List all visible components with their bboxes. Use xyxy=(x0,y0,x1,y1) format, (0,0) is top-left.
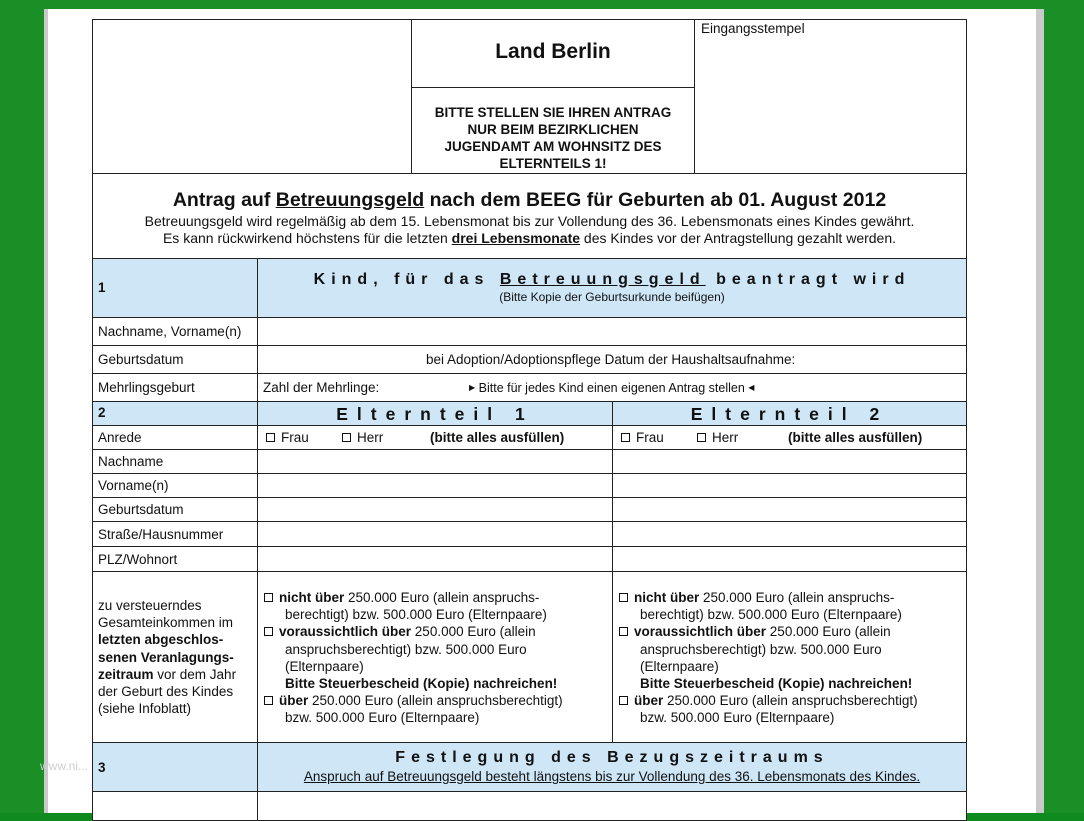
parent-2-header xyxy=(612,401,967,426)
firstname-label-cell xyxy=(92,473,258,498)
income-label-line: (siehe Infoblatt) xyxy=(98,701,192,717)
notice-line: ELTERNTEILS 1! xyxy=(499,156,607,171)
notice-box xyxy=(411,87,695,174)
form-title xyxy=(93,189,966,212)
section-3-number-cell xyxy=(92,742,258,792)
parent-1-firstname-field[interactable] xyxy=(257,473,613,498)
income-label-line: Gesamteinkommen im xyxy=(98,615,234,631)
option-text: bzw. 500.000 Euro (Elternpaare) xyxy=(285,710,480,726)
parent-2-title: Elternteil 2 xyxy=(690,404,889,424)
fill-all-note: (bitte alles ausfüllen) xyxy=(430,430,565,445)
parent-1-header xyxy=(257,401,613,426)
title-keyword: Betreuungsgeld xyxy=(275,189,425,211)
checkbox-icon[interactable] xyxy=(264,593,273,602)
income-option-expected-over[interactable] xyxy=(264,623,563,640)
parent-1-frau[interactable] xyxy=(266,430,309,445)
section-1-title-part: Kind, für das xyxy=(313,271,500,288)
parent-1-street-field[interactable] xyxy=(257,521,613,547)
section-1-title-keyword: Betreuungsgeld xyxy=(499,271,706,288)
child-birth-label: Geburtsdatum xyxy=(98,352,184,367)
option-note: Bitte Steuerbescheid (Kopie) nachreichen! xyxy=(640,676,913,692)
parent-1-income xyxy=(257,571,613,743)
child-birth-label-cell xyxy=(92,345,258,374)
lastname-label: Nachname xyxy=(98,454,164,469)
child-name-label: Nachname, Vorname(n) xyxy=(98,324,242,339)
multi-field[interactable] xyxy=(257,373,967,402)
parent-1-birthdate-field[interactable] xyxy=(257,497,613,522)
income-label xyxy=(98,597,236,717)
land-box xyxy=(411,19,695,88)
section-3-sub: Anspruch auf Betreuungsgeld besteht längstens bis zur Vollendung des 36. Lebensmonats des Kindes. xyxy=(303,769,921,784)
parent-2-city-field[interactable] xyxy=(612,546,967,572)
checkbox-icon[interactable] xyxy=(621,433,630,442)
parent-1-salutation xyxy=(257,425,613,450)
adoption-label: bei Adoption/Adoptionspflege Datum der Haushaltsaufnahme: xyxy=(426,352,796,367)
section-1-number: 1 xyxy=(98,280,106,295)
income-label-line: senen Veranlagungs- xyxy=(98,649,234,665)
parent-2-street-field[interactable] xyxy=(612,521,967,547)
frau-label: Frau xyxy=(636,430,664,445)
parent-1-lastname-field[interactable] xyxy=(257,449,613,474)
city-label-cell xyxy=(92,546,258,572)
option-text: bzw. 500.000 Euro (Elternpaare) xyxy=(640,710,835,726)
option-text: 250.000 Euro (allein anspruchsberechtigt) xyxy=(308,693,563,709)
logo-area xyxy=(92,19,412,174)
street-label-cell xyxy=(92,521,258,547)
checkbox-icon[interactable] xyxy=(342,433,351,442)
notice-line: JUGENDAMT AM WOHNSITZ DES xyxy=(444,139,662,154)
herr-label: Herr xyxy=(712,430,739,445)
checkbox-icon[interactable] xyxy=(264,627,273,636)
section-3-number: 3 xyxy=(98,760,106,775)
title-line2-part: des Kindes vor der Antragstellung gezahlt werden. xyxy=(580,230,897,246)
watermark-text: www.ni... xyxy=(40,759,89,773)
option-note: Bitte Steuerbescheid (Kopie) nachreichen! xyxy=(285,676,558,692)
income-option-not-over[interactable] xyxy=(264,589,563,606)
multi-count-label: Zahl der Mehrlinge: xyxy=(263,380,380,395)
parent-1-herr[interactable] xyxy=(342,430,383,445)
checkbox-icon[interactable] xyxy=(619,593,628,602)
section-1-header xyxy=(257,258,967,318)
parent-1-title: Elternteil 1 xyxy=(336,404,534,424)
salutation-label-cell xyxy=(92,425,258,450)
option-text: 250.000 Euro (allein xyxy=(411,624,536,640)
multi-label: Mehrlingsgeburt xyxy=(98,380,195,395)
arrow-right-icon: ▶ xyxy=(469,383,476,392)
option-keyword: nicht über xyxy=(279,590,345,605)
frau-label: Frau xyxy=(281,430,309,445)
income-label-cell xyxy=(92,571,258,743)
checkbox-icon[interactable] xyxy=(697,433,706,442)
stamp-label: Eingangsstempel xyxy=(701,21,805,36)
city-label: PLZ/Wohnort xyxy=(98,552,178,567)
multi-label-cell xyxy=(92,373,258,402)
child-name-label-cell xyxy=(92,317,258,346)
multi-hint xyxy=(469,381,754,395)
firstname-label: Vorname(n) xyxy=(98,478,169,493)
parent-2-herr[interactable] xyxy=(697,430,738,445)
fill-all-note: (bitte alles ausfüllen) xyxy=(788,430,923,445)
herr-label: Herr xyxy=(357,430,384,445)
option-text: 250.000 Euro (allein anspruchsberechtigt) xyxy=(663,693,918,709)
multi-hint-text: Bitte für jedes Kind einen eigenen Antrag stellen xyxy=(478,381,745,395)
option-text: 250.000 Euro (allein anspruchs- xyxy=(699,590,895,605)
child-birth-field[interactable] xyxy=(257,345,967,374)
option-text: (Elternpaare) xyxy=(640,658,719,674)
title-line1: Betreuungsgeld wird regelmäßig ab dem 15. Lebensmonat bis zur Vollendung des 36. Lebensmonats eines Kindes gewährt. xyxy=(144,213,915,229)
salutation-label: Anrede xyxy=(98,430,142,445)
parent-1-city-field[interactable] xyxy=(257,546,613,572)
checkbox-icon[interactable] xyxy=(619,696,628,705)
title-block xyxy=(92,173,967,259)
section-3-title: Festlegung des Bezugszeitraums xyxy=(395,749,829,766)
income-option-over[interactable] xyxy=(264,692,563,709)
lastname-label-cell xyxy=(92,449,258,474)
section-2-number: 2 xyxy=(98,405,106,420)
income-option-over[interactable] xyxy=(619,692,918,709)
option-text: (Elternpaare) xyxy=(285,658,364,674)
checkbox-icon[interactable] xyxy=(264,696,273,705)
section-1-number-cell xyxy=(92,258,258,318)
option-text: anspruchsberechtigt) bzw. 500.000 Euro xyxy=(640,641,882,657)
parent-2-frau[interactable] xyxy=(621,430,664,445)
checkbox-icon[interactable] xyxy=(266,433,275,442)
income-option-not-over[interactable] xyxy=(619,589,918,606)
parent-1-income-options xyxy=(264,589,563,727)
option-keyword: voraussichtlich über xyxy=(279,624,412,640)
option-keyword: voraussichtlich über xyxy=(634,624,767,640)
section-3-row-label xyxy=(92,791,258,821)
title-line2-keyword: drei Lebensmonate xyxy=(451,230,581,246)
street-label: Straße/Hausnummer xyxy=(98,527,224,542)
income-label-rest: vor dem Jahr xyxy=(153,666,237,682)
stamp-box xyxy=(694,19,967,174)
parent-2-income-options xyxy=(619,589,918,727)
income-label-line xyxy=(98,666,236,683)
notice-line: NUR BEIM BEZIRKLICHEN xyxy=(467,122,639,137)
option-text: anspruchsberechtigt) bzw. 500.000 Euro xyxy=(285,641,527,657)
option-text: berechtigt) bzw. 500.000 Euro (Elternpaare) xyxy=(640,607,902,623)
income-label-line: der Geburt des Kindes xyxy=(98,684,234,700)
arrow-left-icon: ◀ xyxy=(748,383,755,392)
parent-2-salutation xyxy=(612,425,967,450)
option-text: berechtigt) bzw. 500.000 Euro (Elternpaare) xyxy=(285,607,547,623)
section-3-header xyxy=(257,742,967,792)
option-text: 250.000 Euro (allein xyxy=(766,624,891,640)
parent-2-income xyxy=(612,571,967,743)
title-line2-part: Es kann rückwirkend höchstens für die letzten xyxy=(162,230,452,246)
option-keyword: über xyxy=(279,693,309,709)
parent-2-lastname-field[interactable] xyxy=(612,449,967,474)
section-1-title-part: beantragt wird xyxy=(705,271,911,288)
income-label-bold: zeitraum xyxy=(98,666,154,682)
notice-text xyxy=(412,104,694,172)
checkbox-icon[interactable] xyxy=(619,627,628,636)
parent-2-birthdate-field[interactable] xyxy=(612,497,967,522)
section-1-sub: (Bitte Kopie der Geburtsurkunde beifügen) xyxy=(499,290,725,304)
title-line2 xyxy=(93,230,966,246)
option-text: 250.000 Euro (allein anspruchs- xyxy=(344,590,540,605)
option-keyword: über xyxy=(634,693,664,709)
section-2-number-cell xyxy=(92,401,258,426)
title-part: nach dem BEEG für Geburten ab 01. August 2012 xyxy=(424,189,887,211)
form-page xyxy=(40,9,1036,813)
notice-line: BITTE STELLEN SIE IHREN ANTRAG xyxy=(434,105,672,120)
land-title: Land Berlin xyxy=(495,40,611,63)
child-name-field[interactable] xyxy=(257,317,967,346)
title-part: Antrag auf xyxy=(172,189,276,211)
option-keyword: nicht über xyxy=(634,590,700,605)
section-3-row-field[interactable] xyxy=(257,791,967,821)
section-1-title xyxy=(258,271,966,289)
birthdate-label-cell xyxy=(92,497,258,522)
income-label-line: zu versteuerndes xyxy=(98,598,202,613)
income-option-expected-over[interactable] xyxy=(619,623,918,640)
parent-2-firstname-field[interactable] xyxy=(612,473,967,498)
birthdate-label: Geburtsdatum xyxy=(98,502,184,517)
income-label-line: letzten abgeschlos- xyxy=(98,632,224,648)
